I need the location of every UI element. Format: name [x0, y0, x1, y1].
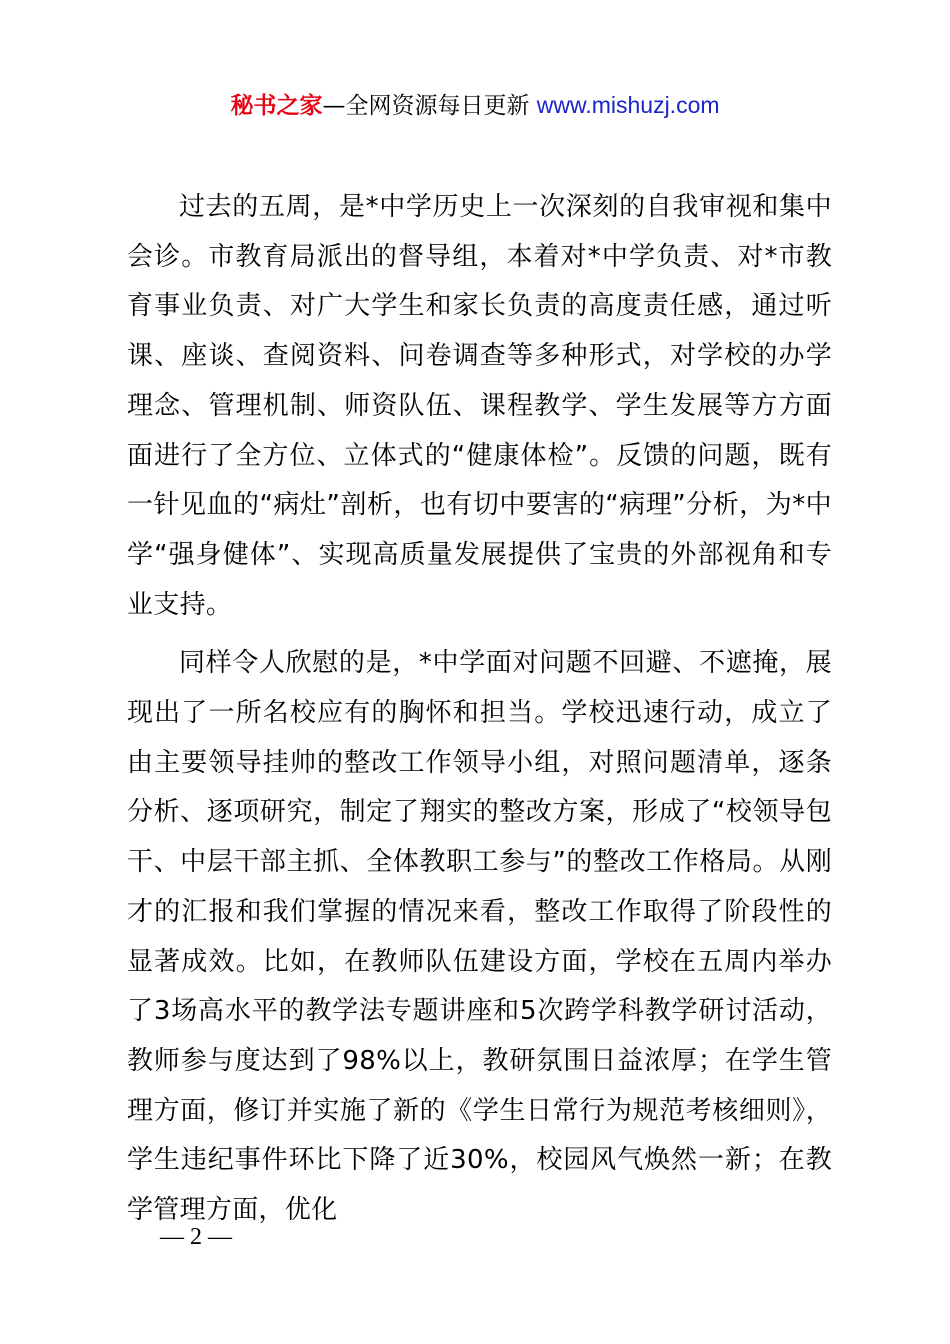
document-body [127, 183, 832, 1236]
site-brand: 秘书之家 [230, 93, 323, 119]
site-header [0, 88, 950, 123]
paragraph-1: 过去的五周，是*中学历史上一次深刻的自我审视和集中会诊。市教育局派出的督导组，本着对*中学负责、对*市教育事业负责、对广大学生和家长负责的高度责任感，通过听课、座谈、查阅资料、问卷调查等多种形式，对学校的办学理念、管理机制、师资队伍、课程教学、学生发展等方方面面进行了全方位、立体式的“健康体检”。反馈的问题，既有一针见血的“病灶”剖析，也有切中要害的“病理”分析，为*中学“强身健体”、实现高质量发展提供了宝贵的外部视角和专业支持。 [127, 192, 832, 620]
site-url: www.mishuzj.com [536, 92, 720, 118]
page-number: — 2 — [160, 1224, 232, 1250]
paragraph-2: 同样令人欣慰的是，*中学面对问题不回避、不遮掩，展现出了一所名校应有的胸怀和担当。学校迅速行动，成立了由主要领导挂帅的整改工作领导小组，对照问题清单，逐条分析、逐项研究，制定了翔实的整改方案，形成了“校领导包干、中层干部主抓、全体教职工参与”的整改工作格局。从刚才的汇报和我们掌握的情况来看，整改工作取得了阶段性的显著成效。比如，在教师队伍建设方面，学校在五周内举办了3场高水平的教学法专题讲座和5次跨学科教学研讨活动，教师参与度达到了98%以上，教研氛围日益浓厚；在学生管理方面，修订并实施了新的《学生日常行为规范考核细则》，学生违纪事件环比下降了近30%，校园风气焕然一新；在教学管理方面，优化 [127, 648, 832, 1226]
site-tagline: —全网资源每日更新 [322, 93, 537, 119]
